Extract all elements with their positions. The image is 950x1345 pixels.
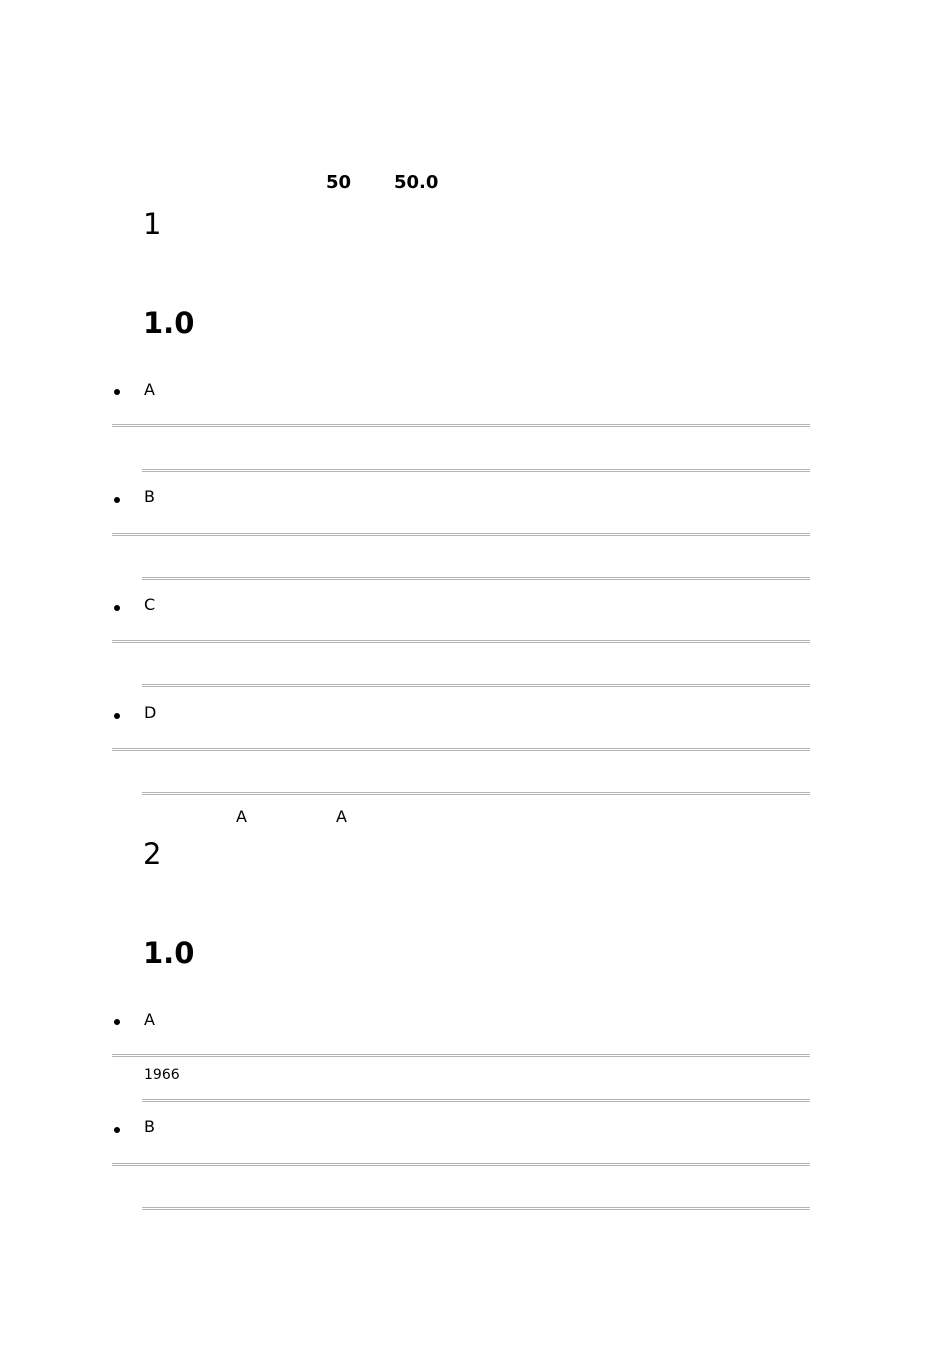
bullet-icon — [114, 605, 120, 611]
selected-answer: A — [336, 807, 347, 826]
divider — [112, 424, 810, 427]
option-label: B — [144, 1117, 155, 1136]
divider — [112, 533, 810, 536]
bullet-icon — [114, 389, 120, 395]
divider — [142, 577, 810, 580]
divider — [112, 1054, 810, 1057]
question-score: 1.0 — [143, 306, 195, 340]
divider — [112, 748, 810, 751]
total-score: 50.0 — [394, 172, 439, 193]
divider — [142, 684, 810, 687]
divider — [142, 792, 810, 795]
option-label: C — [144, 595, 156, 614]
bullet-icon — [114, 1019, 120, 1025]
question-score: 1.0 — [143, 936, 195, 970]
option-label: D — [144, 703, 157, 722]
option-label: B — [144, 487, 155, 506]
divider — [112, 640, 810, 643]
divider — [142, 1099, 810, 1102]
option-label: A — [144, 380, 155, 399]
question-count: 50 — [326, 172, 352, 193]
option-label: A — [144, 1010, 155, 1029]
divider — [142, 469, 810, 472]
bullet-icon — [114, 1127, 120, 1133]
bullet-icon — [114, 497, 120, 503]
bullet-icon — [114, 713, 120, 719]
divider — [142, 1207, 810, 1210]
question-number: 2 — [143, 837, 162, 871]
correct-answer: A — [236, 807, 247, 826]
divider — [112, 1163, 810, 1166]
option-detail: 1966 — [144, 1067, 180, 1083]
question-number: 1 — [143, 207, 162, 241]
